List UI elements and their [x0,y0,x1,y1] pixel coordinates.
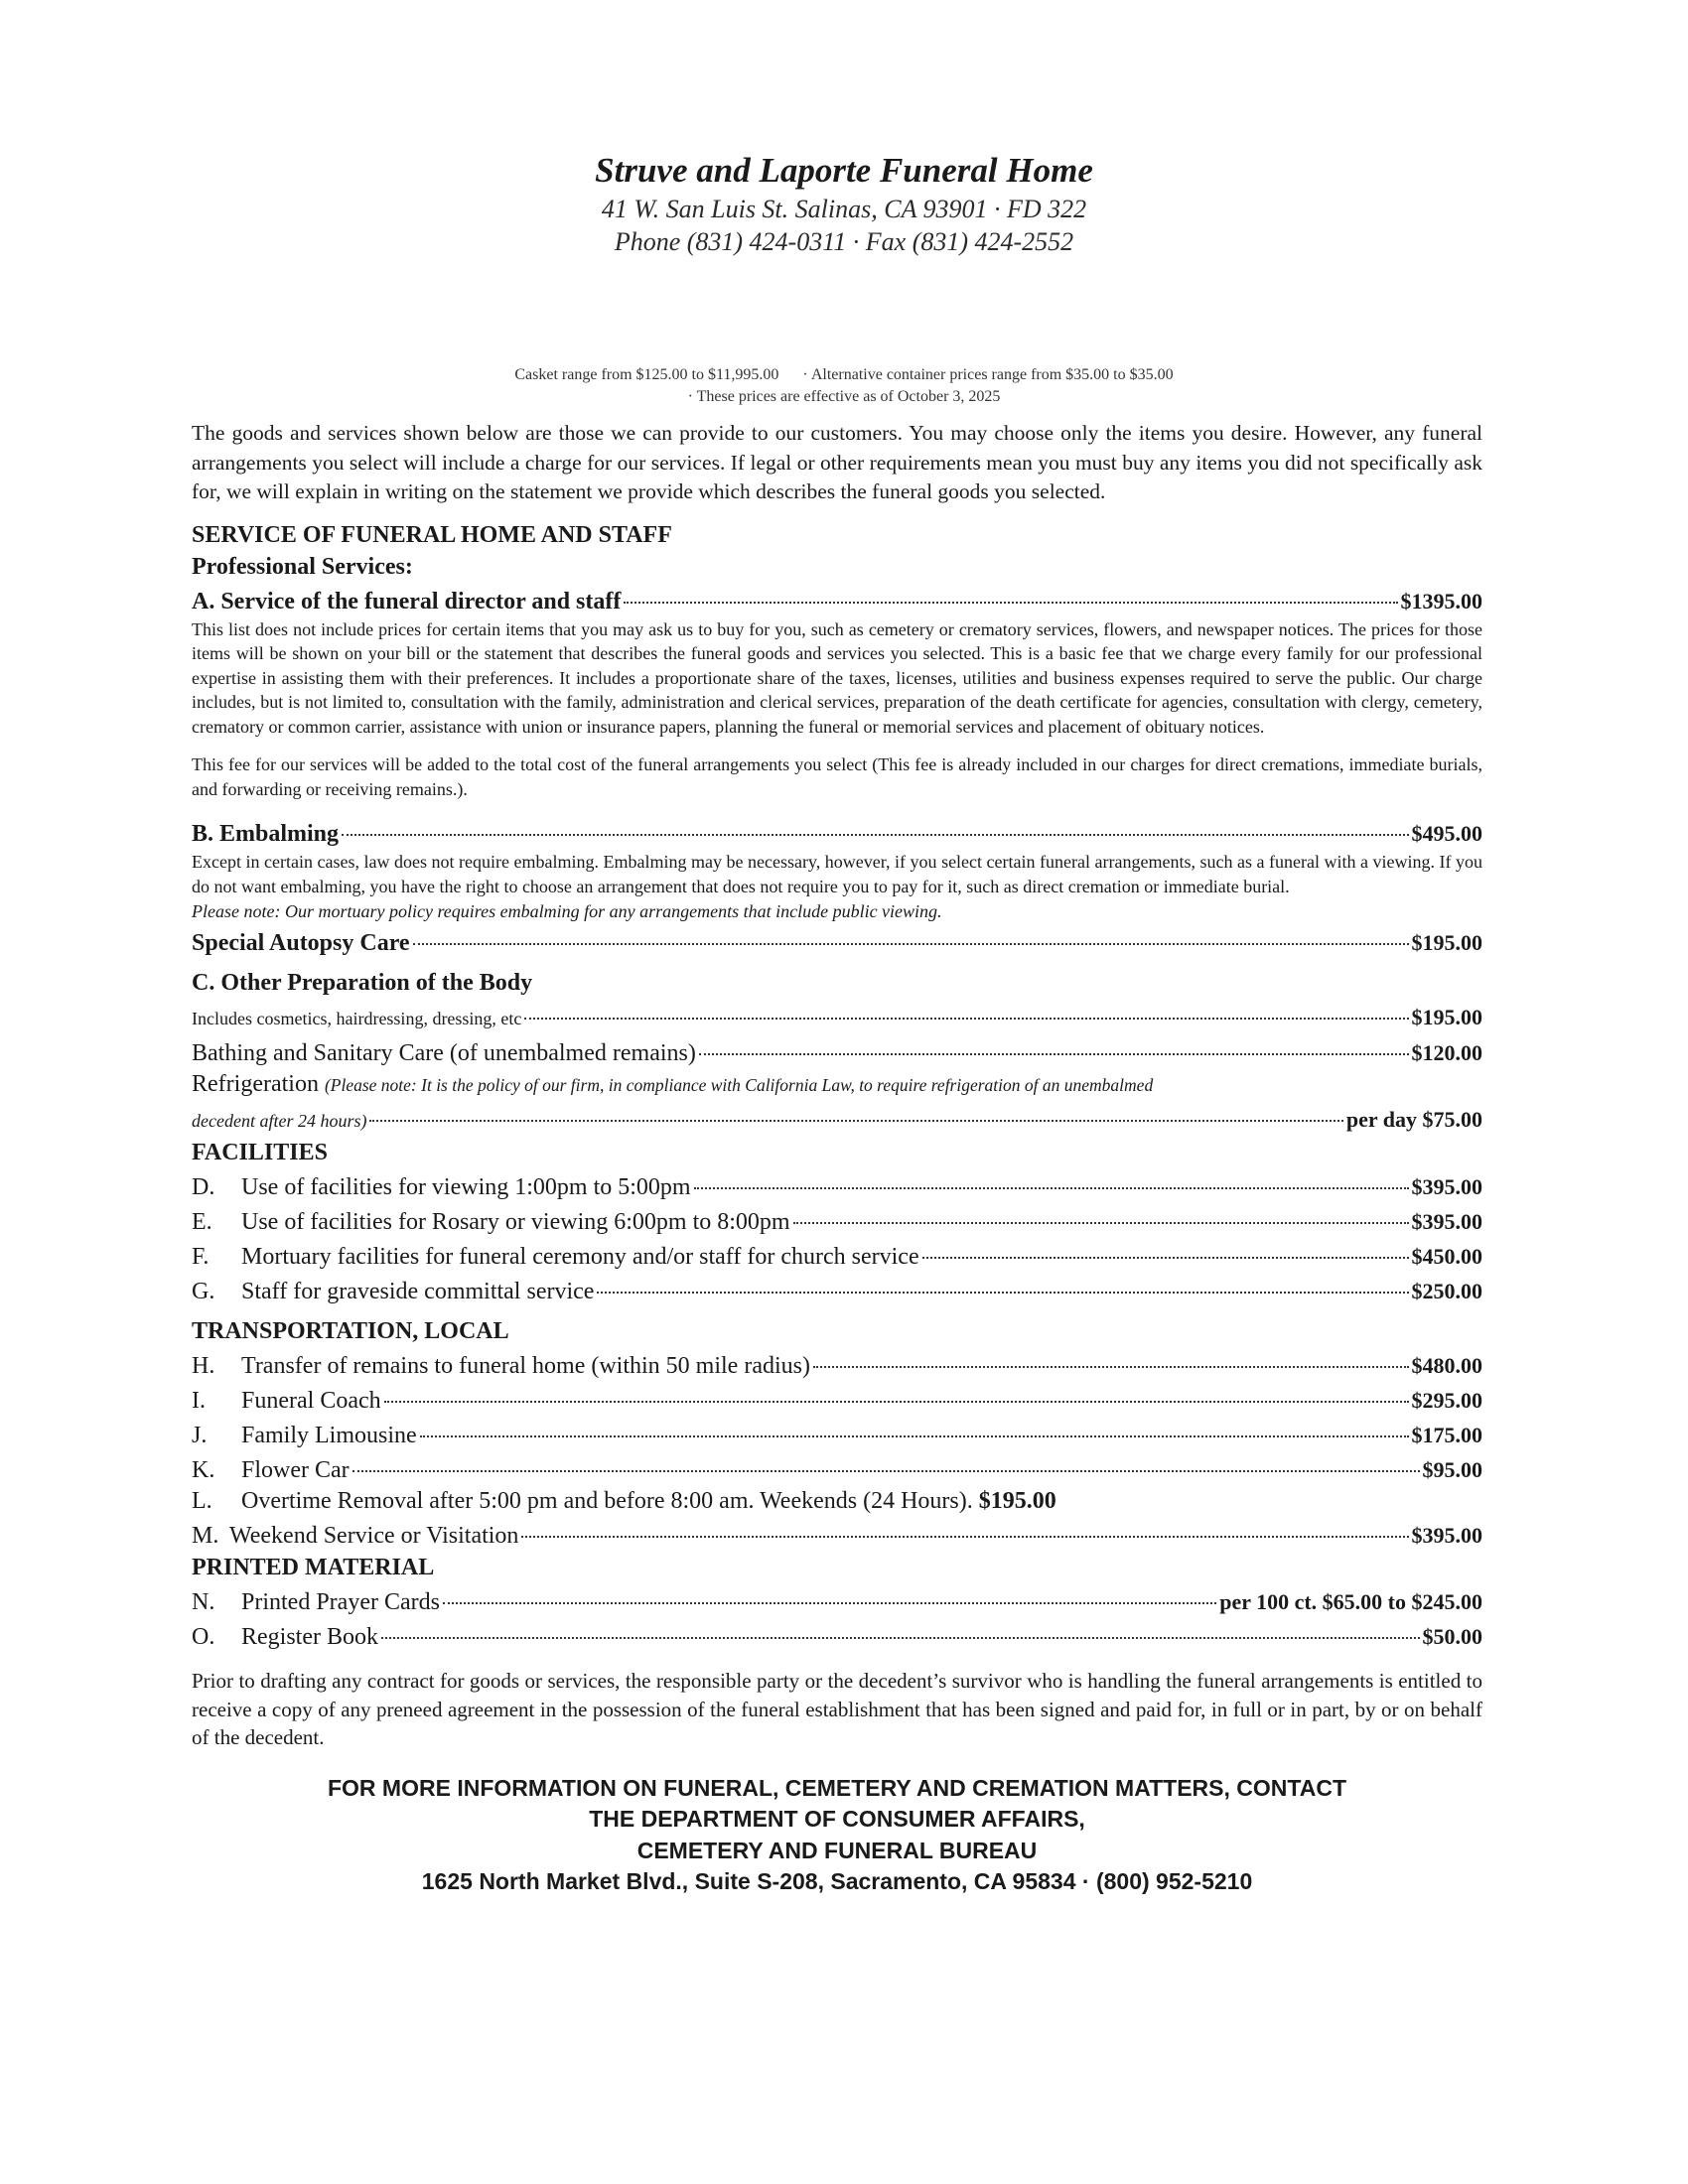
item-letter: K. [192,1457,215,1483]
embalming-note: Except in certain cases, law does not require embalming. Embalming may be necessary, however, if you select certain funeral arrangements, such as a funeral with a viewing. If you do not want embalming, you have the right to choose an arrangement that does not require you to pay for it, such as direct cremation or immediate burial. [192,852,1482,896]
footer-line-3: CEMETERY AND FUNERAL BUREAU [636,1837,1038,1863]
leader-dots [699,1029,1409,1055]
container-range: · Alternative container prices range from $35.00 to $35.00 [802,366,1174,383]
leader-dots [813,1342,1409,1368]
item-letter: H. [192,1353,215,1379]
firm-contact: Phone (831) 424-0311 · Fax (831) 424-2552 [614,227,1074,256]
service-director-row [192,583,1482,617]
letterhead [0,149,1688,258]
leader-dots [342,810,1408,836]
leader-dots [381,1613,1420,1639]
item-letter: N. [192,1589,215,1615]
leader-dots [521,1512,1408,1538]
leader-dots [922,1233,1409,1259]
service-director-price: $1395.00 [1400,588,1482,614]
intro-paragraph: The goods and services shown below are those we can provide to our customers. You may choose only the items you desire. However, any funeral arrangements you select will include a charge for our services. If legal or other requirements mean you must buy any items you did not specifically ask for, we will explain in writing on the statement we provide which describes the funeral goods you selected. [192,421,1482,503]
item-price: $50.00 [1422,1624,1482,1649]
leader-dots [624,578,1397,604]
item-price: $395.00 [1411,1174,1482,1199]
item-letter: I. [192,1388,206,1414]
price-range-notice [0,364,1688,408]
bathing-price: $120.00 [1411,1040,1482,1065]
refrigeration-price: per day $75.00 [1345,1107,1482,1132]
service-director-label: A. Service of the funeral director and staff [192,588,622,614]
leader-dots [793,1198,1409,1224]
effective-date: · These prices are effective as of October 3, 2025 [687,388,1001,405]
leader-dots [384,1377,1409,1403]
autopsy-row [192,924,1482,959]
weekend-label: Weekend Service or Visitation [229,1523,519,1549]
item-letter: E. [192,1209,212,1235]
bathing-row [192,1034,1482,1069]
transportation-list [192,1347,1482,1552]
firm-address: 41 W. San Luis St. Salinas, CA 93901 · FD 322 [601,195,1087,223]
consumer-affairs-footer [192,1773,1482,1898]
weekend-row [192,1517,1482,1552]
item-letter: L. [192,1488,212,1514]
list-item [192,1273,1482,1307]
overtime-label: Overtime Removal after 5:00 pm and before 8:00 am. Weekends (24 Hours). [241,1488,973,1514]
firm-name: Struve and Laporte Funeral Home [595,151,1093,190]
autopsy-label: Special Autopsy Care [192,930,410,956]
refrigeration-note: (Please note: It is the policy of our firm, in compliance with California Law, to require refrigeration of an unembalmed [324,1075,1154,1095]
footer-line-2: THE DEPARTMENT OF CONSUMER AFFAIRS, [589,1806,1085,1832]
item-label: Use of facilities for Rosary or viewing 6:00pm to 8:00pm [241,1209,790,1235]
item-label: Staff for graveside committal service [241,1279,595,1304]
item-label: Mortuary facilities for funeral ceremony and/or staff for church service [241,1244,919,1270]
autopsy-price: $195.00 [1411,930,1482,955]
printed-material-heading: PRINTED MATERIAL [192,1555,435,1580]
footer-line-4: 1625 North Market Blvd., Suite S-208, Sacramento, CA 95834 · (800) 952-5210 [421,1868,1253,1894]
leader-dots [524,994,1408,1020]
cosmetics-label: Includes cosmetics, hairdressing, dressing, etc [192,1009,522,1028]
weekend-price: $395.00 [1411,1523,1482,1548]
item-label: Register Book [241,1624,378,1650]
refrigeration-row [192,1101,1482,1137]
item-price: $450.00 [1411,1244,1482,1269]
item-label: Printed Prayer Cards [241,1589,440,1615]
fee-note: This fee for our services will be added to the total cost of the funeral arrangements you select (This fee is already included in our charges for direct cremations, immediate burials, and forwarding or receiving remains.). [192,754,1482,799]
item-price: $175.00 [1411,1423,1482,1447]
leader-dots [597,1268,1408,1294]
leader-dots [694,1163,1409,1189]
list-item [192,1618,1482,1653]
footer-line-1: FOR MORE INFORMATION ON FUNERAL, CEMETERY AND CREMATION MATTERS, CONTACT [327,1774,1346,1801]
item-label: Use of facilities for viewing 1:00pm to 5:00pm [241,1174,691,1200]
leader-dots [443,1578,1216,1604]
preneed-disclaimer: Prior to drafting any contract for goods or services, the responsible party or the decedent’s survivor who is handling the funeral arrangements is entitled to receive a copy of any preneed agreement in the possession of the funeral establishment that has been signed and paid for, in full or in part, by or on behalf of the decedent. [192,1669,1482,1749]
embalming-price: $495.00 [1411,821,1482,846]
item-price: $95.00 [1422,1457,1482,1482]
service-heading: SERVICE OF FUNERAL HOME AND STAFF [192,521,672,548]
embalming-label: B. Embalming [192,821,340,847]
item-letter: G. [192,1279,215,1304]
overtime-price: $195.00 [978,1488,1056,1514]
item-label: Funeral Coach [241,1388,381,1414]
refrigeration-label: Refrigeration [192,1071,319,1097]
embalming-policy: Please note: Our mortuary policy requires embalming for any arrangements that include public viewing. [192,901,942,921]
other-preparation-heading: C. Other Preparation of the Body [192,970,533,996]
facilities-heading: FACILITIES [192,1140,328,1165]
item-price: $250.00 [1411,1279,1482,1303]
casket-range: Casket range from $125.00 to $11,995.00 [514,366,779,383]
refrigeration-note-end: decedent after 24 hours) [192,1111,367,1131]
bathing-label: Bathing and Sanitary Care (of unembalmed remains) [192,1040,696,1066]
item-price: $395.00 [1411,1209,1482,1234]
item-letter: O. [192,1624,215,1650]
cosmetics-price: $195.00 [1411,1005,1482,1029]
item-letter: M. [192,1523,219,1549]
item-letter: F. [192,1244,210,1270]
leader-dots [413,919,1409,945]
item-price: $480.00 [1411,1353,1482,1378]
professional-services-heading: Professional Services: [192,553,413,580]
item-letter: D. [192,1174,215,1200]
embalming-row [192,815,1482,850]
list-item [192,1451,1482,1486]
printed-material-list [192,1583,1482,1653]
item-label: Flower Car [241,1457,350,1483]
price-list-body [192,419,1482,1898]
item-letter: J. [192,1423,208,1448]
item-price: per 100 ct. $65.00 to $245.00 [1219,1589,1482,1614]
item-label: Family Limousine [241,1423,417,1448]
leader-dots [369,1096,1342,1122]
item-price: $295.00 [1411,1388,1482,1413]
facilities-list [192,1168,1482,1307]
director-note: This list does not include prices for certain items that you may ask us to buy for you, such as cemetery or crematory services, flowers, and newspaper notices. The prices for those items will be shown on your bill or the statement that describes the funeral goods and services you selected. This is a basic fee that we charge every family for our professional expertise in assisting them with their preferences. It includes a proportionate share of the taxes, licenses, utilities and business expenses required to serve the public. Our charge includes, but is not limited to, consultation with the family, administration and clerical services, preparation of the death certificate for agencies, consultation with clergy, cemetery, crematory or common carrier, assistance with union or insurance papers, planning the funeral or memorial services and placement of obituary notices. [192,618,1482,737]
leader-dots [420,1412,1409,1437]
transportation-heading: TRANSPORTATION, LOCAL [192,1318,509,1344]
item-label: Transfer of remains to funeral home (within 50 mile radius) [241,1353,810,1379]
leader-dots [352,1446,1420,1472]
